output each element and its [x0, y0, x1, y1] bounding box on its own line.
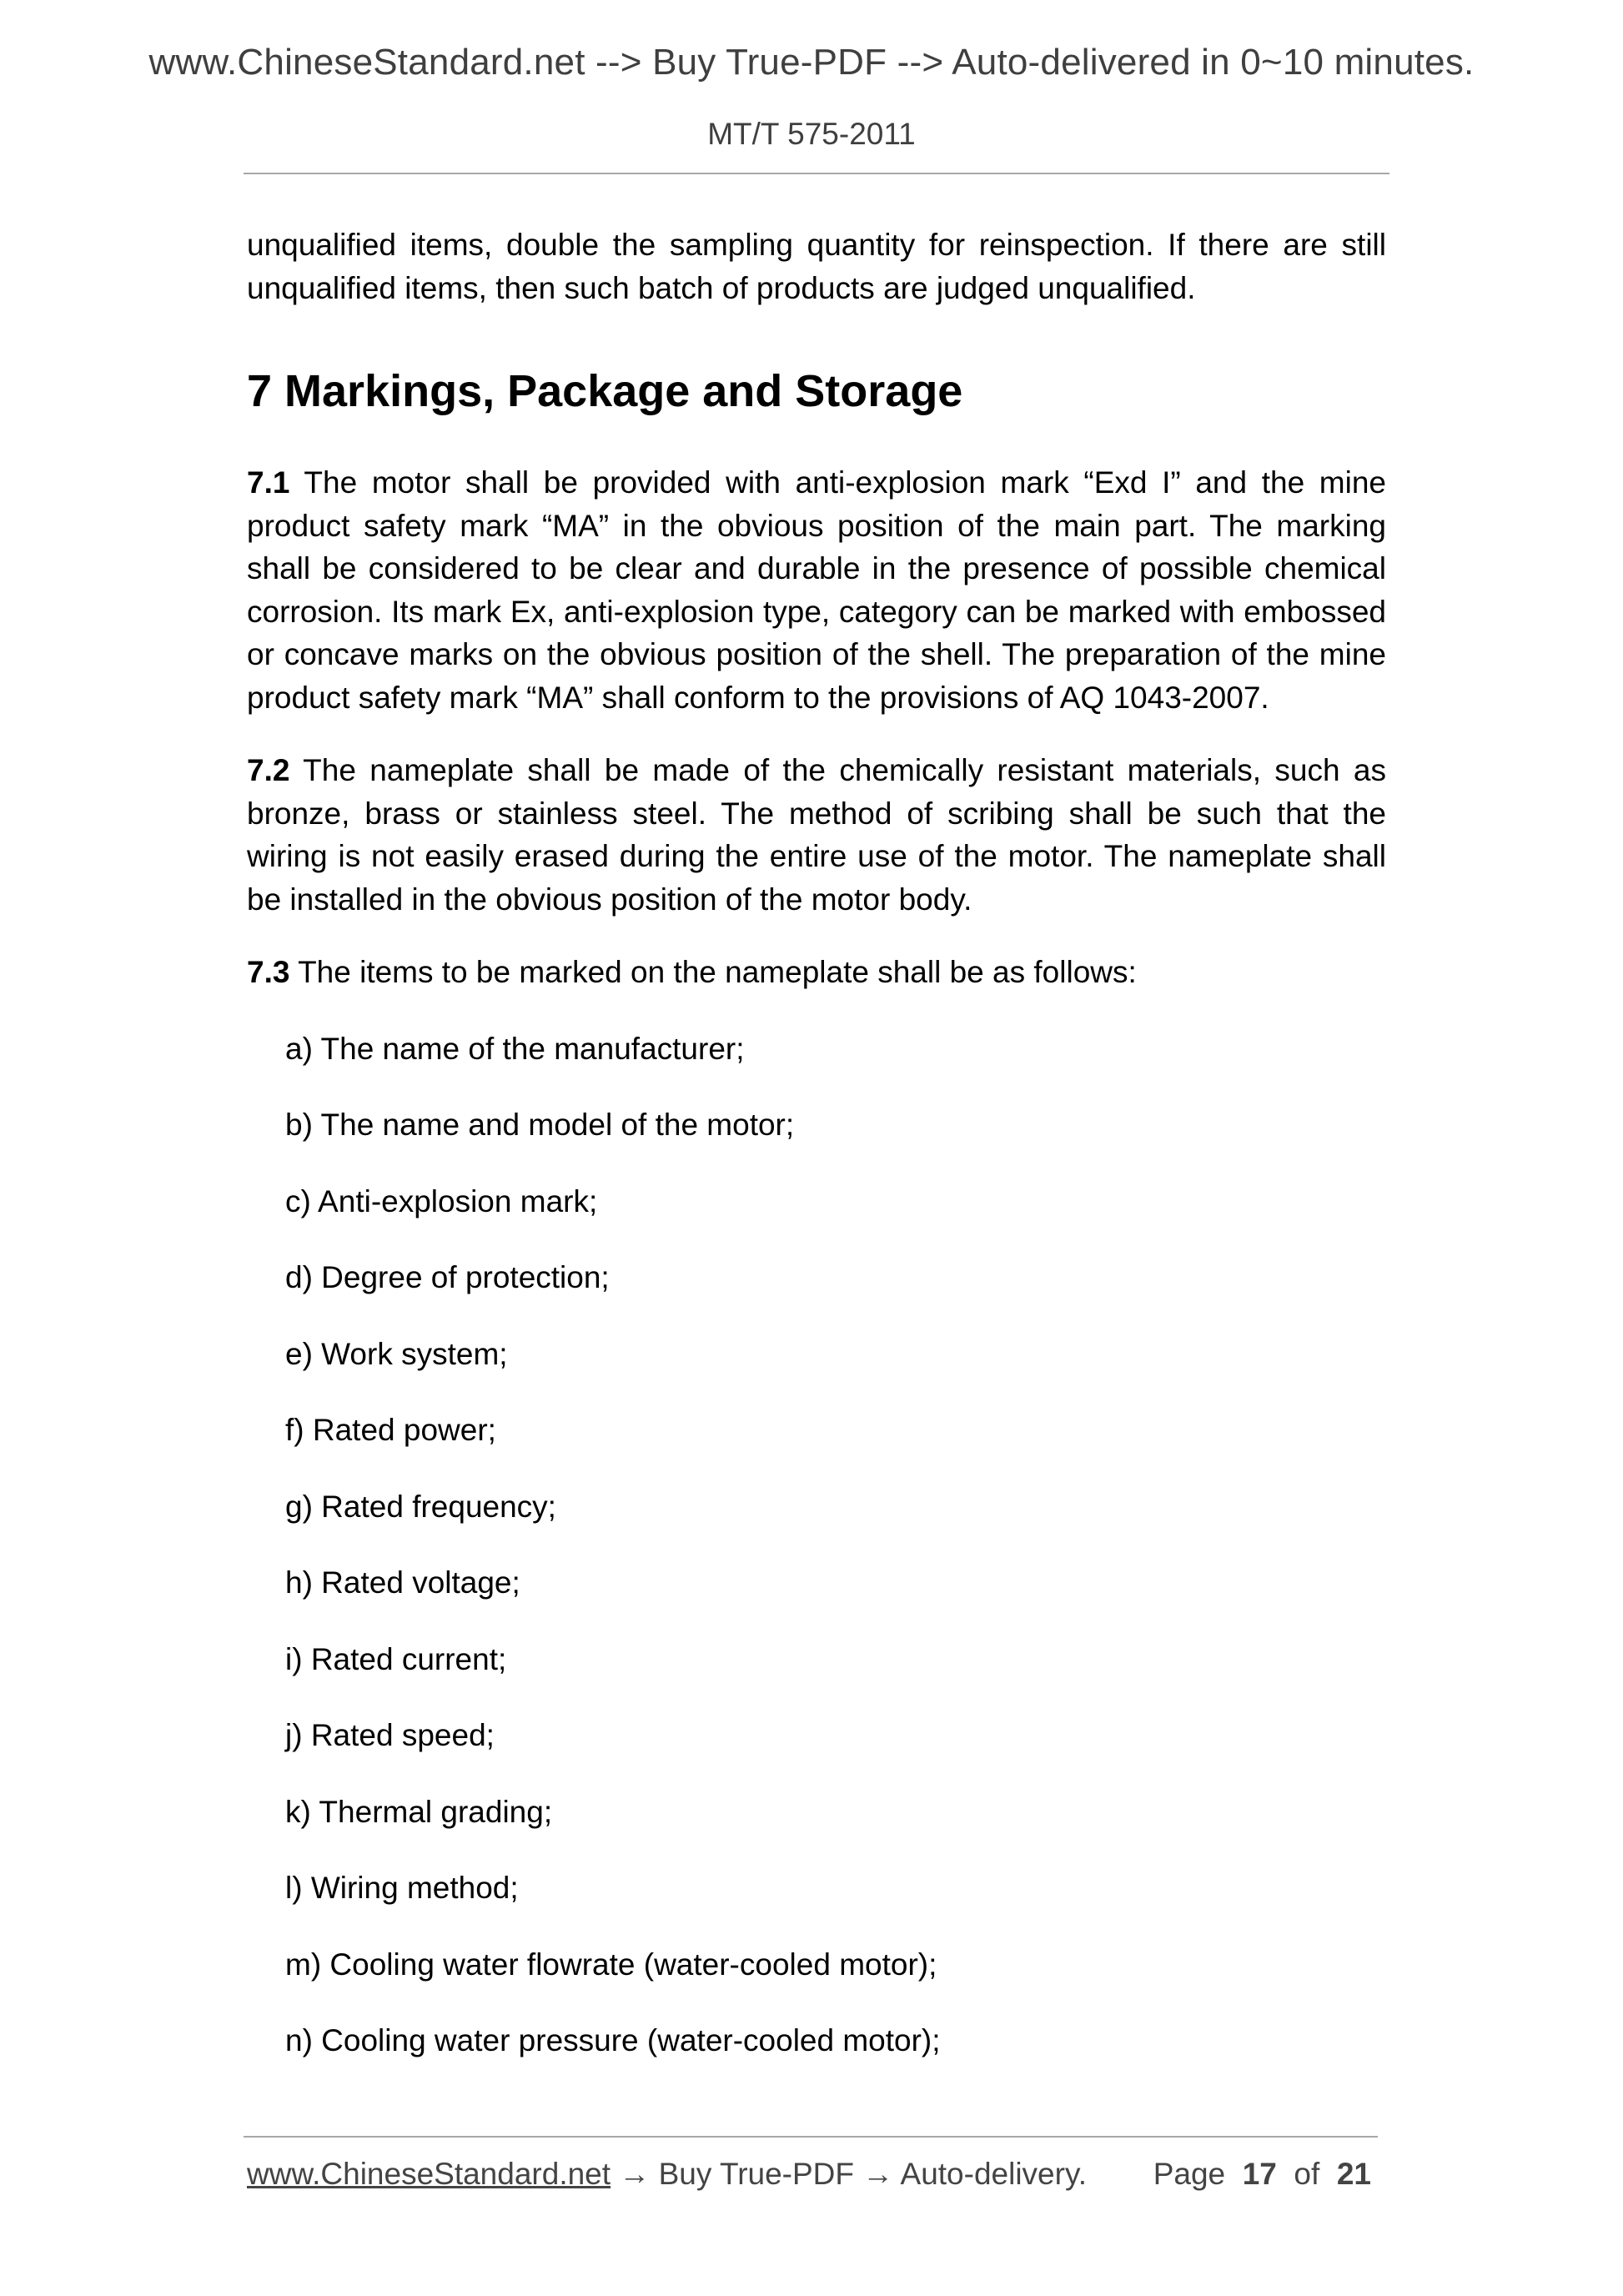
clause-7-1 [247, 461, 1386, 719]
list-item: m) Cooling water flowrate (water-cooled motor); [285, 1947, 937, 1982]
clause-7-2 [247, 749, 1386, 921]
page-content [247, 224, 1386, 2096]
list-item: c) Anti-explosion mark; [285, 1183, 598, 1218]
top-banner: www.ChineseStandard.net --> Buy True-PDF --> Auto-delivered in 0~10 minutes. [148, 42, 1475, 83]
list-item: l) Wiring method; [285, 1871, 519, 1905]
list-item: i) Rated current; [285, 1641, 507, 1676]
clause-text: The items to be marked on the nameplate shall be as follows: [298, 955, 1137, 989]
list-item: e) Work system; [285, 1336, 508, 1371]
intro-paragraph: unqualified items, double the sampling quantity for reinspection. If there are still unqualified items, then such batch of products are judged unqualified. [247, 228, 1386, 305]
header-divider [244, 173, 1389, 174]
footer-tagline [247, 2157, 1087, 2192]
list-item: b) The name and model of the motor; [285, 1108, 795, 1142]
footer-divider [244, 2136, 1378, 2138]
list-item: h) Rated voltage; [285, 1565, 520, 1600]
clause-number: 7.1 [247, 465, 290, 500]
list-item: k) Thermal grading; [285, 1794, 553, 1829]
footer-tagline-text: → Buy True-PDF → Auto-delivery. [611, 2157, 1087, 2191]
clause-7-3 [247, 951, 1386, 994]
list-item: f) Rated power; [285, 1413, 496, 1447]
list-item: a) The name of the manufacturer; [285, 1031, 745, 1066]
of-label: of [1294, 2157, 1320, 2191]
page-current: 17 [1242, 2157, 1277, 2191]
list-item: n) Cooling water pressure (water-cooled motor); [285, 2023, 941, 2057]
page-total: 21 [1336, 2157, 1371, 2191]
list-item: d) Degree of protection; [285, 1260, 610, 1294]
clause-number: 7.2 [247, 753, 290, 787]
page-label: Page [1153, 2157, 1226, 2191]
site-link[interactable]: www.ChineseStandard.net [247, 2157, 611, 2191]
list-item: g) Rated frequency; [285, 1489, 556, 1524]
nameplate-items-list [247, 1027, 1386, 2062]
page-indicator [1153, 2157, 1371, 2192]
list-item: j) Rated speed; [285, 1718, 495, 1752]
clause-text: The motor shall be provided with anti-explosion mark “Exd I” and the mine product safety mark “MA” in the obvious position of the main part. The marking shall be considered to be clear and durable in the presence of possible chemical corrosion. Its mark Ex, anti-explosion type, category can be marked with embossed or concave marks on the obvious position of the shell. The preparation of the mine product safety mark “MA” shall conform to the provisions of AQ 1043-2007. [247, 465, 1386, 715]
document-code: MT/T 575-2011 [707, 117, 916, 151]
section-heading: 7 Markings, Package and Storage [247, 366, 963, 416]
clause-text: The nameplate shall be made of the chemically resistant materials, such as bronze, brass or stainless steel. The method of scribing shall be such that the wiring is not easily erased during the entire use of the motor. The nameplate shall be installed in the obvious position of the motor body. [247, 753, 1386, 917]
clause-number: 7.3 [247, 955, 290, 989]
